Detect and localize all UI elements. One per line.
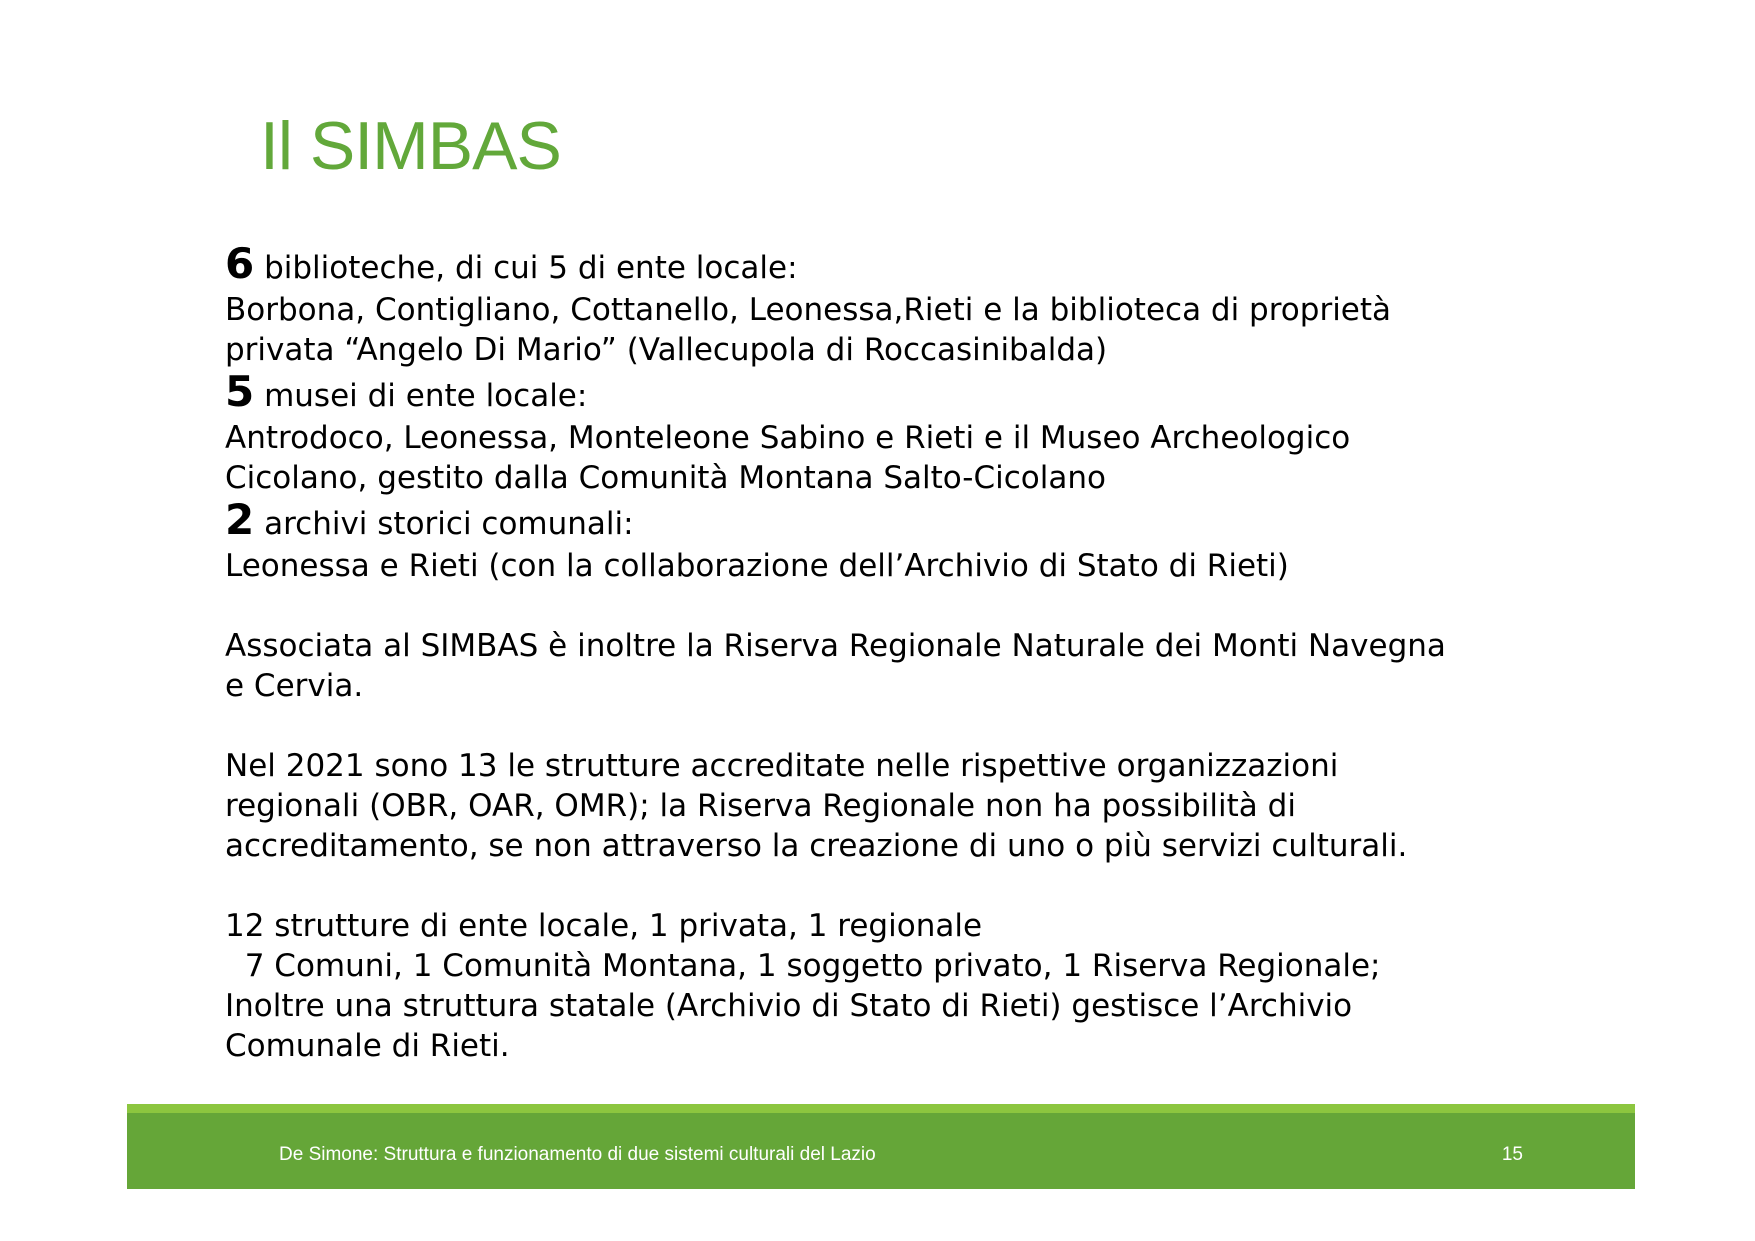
footer-text: De Simone: Struttura e funzionamento di due sistemi culturali del Lazio xyxy=(279,1144,876,1165)
accreditate-line-2: regionali (OBR, OAR, OMR); la Riserva Regionale non ha possibilità di xyxy=(225,788,1296,824)
accreditate-line-3: accreditamento, se non attraverso la creazione di uno o più servizi culturali. xyxy=(225,828,1408,864)
accreditate-line-1: Nel 2021 sono 13 le strutture accreditate nelle rispettive organizzazioni xyxy=(225,748,1339,784)
slide-title: Il SIMBAS xyxy=(260,108,561,184)
musei-heading xyxy=(225,367,1605,418)
page-number: 15 xyxy=(1501,1144,1523,1165)
biblioteche-heading xyxy=(225,239,1605,290)
archivi-heading xyxy=(225,495,1605,546)
biblioteche-line-1: Borbona, Contigliano, Cottanello, Leonessa,Rieti e la biblioteca di proprietà xyxy=(225,292,1392,328)
musei-line-1: Antrodoco, Leonessa, Monteleone Sabino e Rieti e il Museo Archeologico xyxy=(225,420,1351,456)
strutture-line-2: 7 Comuni, 1 Comunità Montana, 1 soggetto privato, 1 Riserva Regionale; xyxy=(225,948,1381,984)
slide-body xyxy=(225,239,1605,1066)
associata-line-2: e Cervia. xyxy=(225,668,364,704)
spacer xyxy=(225,866,1605,906)
strutture-line-1: 12 strutture di ente locale, 1 privata, 1 regionale xyxy=(225,908,983,944)
footer-bar xyxy=(127,1104,1635,1189)
musei-label: musei di ente locale: xyxy=(254,378,588,414)
footer-stripe xyxy=(127,1104,1635,1113)
musei-count: 5 xyxy=(225,367,255,416)
biblioteche-label: biblioteche, di cui 5 di ente locale: xyxy=(254,250,798,286)
archivi-label: archivi storici comunali: xyxy=(254,506,634,542)
associata-line-1: Associata al SIMBAS è inoltre la Riserva Regionale Naturale dei Monti Navegna xyxy=(225,628,1446,664)
archivi-count: 2 xyxy=(225,495,255,544)
spacer xyxy=(225,586,1605,626)
strutture-line-4: Comunale di Rieti. xyxy=(225,1028,510,1064)
spacer xyxy=(225,706,1605,746)
biblioteche-count: 6 xyxy=(225,239,255,288)
biblioteche-line-2: privata “Angelo Di Mario” (Vallecupola di Roccasinibalda) xyxy=(225,332,1108,368)
strutture-line-3: Inoltre una struttura statale (Archivio di Stato di Rieti) gestisce l’Archivio xyxy=(225,988,1353,1024)
archivi-line-1: Leonessa e Rieti (con la collaborazione dell’Archivio di Stato di Rieti) xyxy=(225,548,1289,584)
musei-line-2: Cicolano, gestito dalla Comunità Montana Salto-Cicolano xyxy=(225,460,1106,496)
